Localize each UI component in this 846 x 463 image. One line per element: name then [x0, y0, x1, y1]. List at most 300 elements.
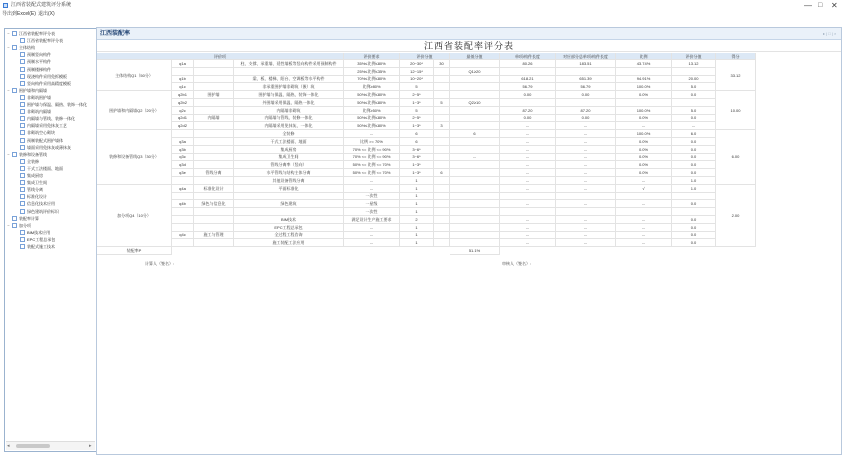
app-title: 江西省装配式建筑评分系统: [11, 2, 72, 8]
table-cell: [616, 208, 672, 216]
tree-toggle-icon[interactable]: −: [7, 222, 10, 228]
close-button[interactable]: ✕: [831, 1, 838, 10]
table-cell: --: [616, 200, 672, 208]
table-cell: 0.0%: [616, 154, 672, 162]
table-cell: 3~6*: [400, 146, 434, 154]
table-cell: 0.00: [556, 115, 616, 123]
table-cell: 1: [400, 200, 434, 208]
app-icon: [3, 3, 8, 8]
tree-checkbox[interactable]: [20, 237, 25, 242]
tree-item[interactable]: [5, 102, 97, 108]
maximize-button[interactable]: □: [818, 2, 823, 9]
tree-checkbox[interactable]: [20, 116, 25, 121]
column-header: 评价分值: [672, 53, 716, 60]
tree-toggle-icon[interactable]: −: [7, 87, 10, 93]
table-cell: [450, 107, 500, 115]
column-header: 单项/构件长度: [500, 53, 556, 60]
table-cell: 1: [400, 239, 434, 247]
group-label: 围护墙和内隔墙Q2（20分）: [97, 91, 172, 130]
table-cell: 6: [400, 130, 434, 138]
table-cell: [450, 138, 500, 146]
tree-toggle-icon[interactable]: −: [7, 45, 10, 51]
column-header: 对应部分总单项/构件长度: [556, 53, 616, 60]
table-cell: 0.0%: [616, 161, 672, 169]
table-cell: 70% <= 比例 <= 90%: [344, 154, 400, 162]
tree-label: 绿色建筑评价标识: [27, 208, 59, 214]
table-cell: 80.26: [500, 60, 556, 68]
table-cell: [194, 224, 234, 232]
tree-item[interactable]: [5, 74, 97, 80]
table-cell: [450, 216, 500, 224]
tree-checkbox[interactable]: [12, 152, 17, 157]
table-cell: 满足设计生产施工要求: [344, 216, 400, 224]
table-cell: [450, 193, 500, 201]
tree-group[interactable]: [5, 152, 97, 158]
table-cell: 干式工法楼面、地面: [234, 138, 344, 146]
table-cell: [450, 200, 500, 208]
tree-group[interactable]: [5, 223, 97, 229]
table-cell: 比例 >= 70%: [344, 138, 400, 146]
tree-item[interactable]: [5, 201, 97, 207]
table-cell: 比例≥80%: [344, 83, 400, 91]
table-cell: 1: [400, 193, 434, 201]
table-cell: [194, 107, 234, 115]
table-cell: [434, 216, 450, 224]
tree-item[interactable]: [5, 138, 97, 144]
table-cell: 围护墙: [194, 91, 234, 99]
table-cell: [450, 185, 500, 193]
table-cell: q1c: [172, 83, 194, 91]
table-cell: 一次性: [344, 193, 400, 201]
menu-bar: [0, 10, 846, 19]
table-cell: 50% <= 比例 <= 70%: [344, 161, 400, 169]
table-cell: 87.20: [556, 107, 616, 115]
tree-checkbox[interactable]: [12, 88, 17, 93]
table-cell: 0.0: [672, 200, 716, 208]
table-cell: [450, 239, 500, 247]
tree-checkbox[interactable]: [12, 223, 17, 228]
table-cell: q2b1: [172, 91, 194, 99]
table-cell: 70%≤比例≤80%: [344, 76, 400, 84]
tree-group[interactable]: [5, 88, 97, 94]
table-cell: 0.0: [672, 224, 716, 232]
table-cell: 0.0%: [616, 91, 672, 99]
tree-label: 信息化技术应用: [27, 201, 55, 207]
table-cell: --: [344, 130, 400, 138]
table-cell: [434, 161, 450, 169]
table-cell: 内隔墙与管线、装修一体化: [234, 115, 344, 123]
tree-checkbox[interactable]: [20, 209, 25, 214]
table-cell: [194, 154, 234, 162]
table-cell: --: [344, 232, 400, 240]
tree-item[interactable]: [5, 166, 97, 172]
table-cell: [450, 83, 500, 91]
table-cell: [434, 177, 450, 185]
table-cell: --: [556, 138, 616, 146]
table-cell: [434, 224, 450, 232]
table-cell: [450, 224, 500, 232]
tree-checkbox[interactable]: [12, 31, 17, 36]
table-cell: --: [500, 200, 556, 208]
table-cell: 50%≤比例≤80%: [344, 122, 400, 130]
table-cell: [672, 68, 716, 76]
table-cell: q3c: [172, 154, 194, 162]
table-cell: q3d: [172, 161, 194, 169]
table-cell: 5: [434, 99, 450, 107]
table-cell: [434, 83, 450, 91]
table-cell: 1~3*: [400, 122, 434, 130]
scroll-thumb[interactable]: [16, 444, 50, 448]
table-cell: [434, 154, 450, 162]
table-cell: 管线分离率（竖向）: [234, 161, 344, 169]
table-cell: 0.00: [556, 91, 616, 99]
tree-checkbox[interactable]: [20, 138, 25, 143]
table-cell: q2d1: [172, 115, 194, 123]
table-cell: 651.39: [556, 76, 616, 84]
minimize-button[interactable]: —: [804, 1, 812, 10]
table-cell: 50% <= 比例 <= 70%: [344, 169, 400, 177]
table-cell: 0.0: [672, 161, 716, 169]
table-cell: 2~5*: [400, 91, 434, 99]
table-cell: [434, 208, 450, 216]
tree-checkbox[interactable]: [20, 74, 25, 79]
tree-checkbox[interactable]: [20, 180, 25, 185]
table-cell: q3e: [172, 169, 194, 177]
table-cell: [556, 208, 616, 216]
tree-item[interactable]: [5, 109, 97, 115]
table-cell: 50%≤比例≤80%: [344, 99, 400, 107]
tree-checkbox[interactable]: [20, 230, 25, 235]
table-cell: 柱、支撑、承重墙、延性墙板等竖向构件采用预制构件: [234, 60, 344, 68]
tree-checkbox[interactable]: [20, 159, 25, 164]
table-cell: q4c: [172, 232, 194, 240]
table-cell: q1a: [172, 60, 194, 68]
table-cell: 1.0: [672, 177, 716, 185]
tree-label: 装修和设备管线: [19, 151, 47, 157]
table-cell: [194, 83, 234, 91]
scroll-left-icon[interactable]: ◂: [7, 443, 10, 449]
tree-item[interactable]: [5, 230, 97, 236]
table-cell: [234, 68, 344, 76]
tree-item[interactable]: [5, 145, 97, 151]
tree-checkbox[interactable]: [12, 45, 17, 50]
table-cell: q4a: [172, 185, 194, 193]
table-cell: 35%≤比例≤80%: [344, 60, 400, 68]
tree-group[interactable]: [5, 31, 97, 37]
tree-checkbox[interactable]: [20, 201, 25, 206]
tree-checkbox[interactable]: [20, 130, 25, 135]
table-cell: 0.0%: [616, 138, 672, 146]
tree-group[interactable]: [5, 45, 97, 51]
table-cell: [172, 68, 194, 76]
table-cell: 标准化设计: [194, 185, 234, 193]
tree-label: 预制水平构件: [27, 59, 51, 65]
table-cell: 管线分离: [194, 169, 234, 177]
table-cell: [556, 99, 616, 107]
table-cell: [434, 138, 450, 146]
column-header: 评价项: [97, 53, 344, 60]
tree-label: 现浇构件采用免拆模板: [27, 73, 67, 79]
table-cell: 70% <= 比例 <= 90%: [344, 146, 400, 154]
table-cell: √: [616, 185, 672, 193]
table-cell: 0.0: [672, 91, 716, 99]
table-cell: 5: [400, 83, 434, 91]
table-cell: --: [344, 239, 400, 247]
table-cell: 绿色建筑: [234, 200, 344, 208]
table-cell: --: [556, 169, 616, 177]
table-cell: 12~15*: [400, 68, 434, 76]
table-cell: [194, 122, 234, 130]
table-cell: --: [556, 216, 616, 224]
table-cell: 3: [434, 122, 450, 130]
table-cell: [450, 76, 500, 84]
menu-export-excel[interactable]: 导出到Excel(E): [2, 11, 36, 17]
table-cell: --: [616, 232, 672, 240]
tree-toggle-icon[interactable]: −: [7, 151, 10, 157]
table-cell: 43.74%: [616, 60, 672, 68]
table-cell: 87.20: [500, 107, 556, 115]
tree-item[interactable]: [5, 187, 97, 193]
table-cell: [616, 68, 672, 76]
table-cell: 2~5*: [400, 115, 434, 123]
table-cell: 绿色与信息化: [194, 200, 234, 208]
tree-item[interactable]: [5, 237, 97, 243]
tree-toggle-icon[interactable]: −: [7, 31, 10, 36]
tree-checkbox[interactable]: [20, 95, 25, 100]
table-cell: [172, 208, 194, 216]
table-cell: 集成厨房: [234, 146, 344, 154]
tree-label: 非砌筑空心砌块: [27, 130, 55, 136]
tree-checkbox[interactable]: [20, 145, 25, 150]
tree-checkbox[interactable]: [20, 52, 25, 57]
table-cell: [450, 115, 500, 123]
table-cell: [172, 193, 194, 201]
table-cell: --: [500, 130, 556, 138]
table-cell: --: [500, 122, 556, 130]
tree-checkbox[interactable]: [20, 123, 25, 128]
table-cell: [194, 177, 234, 185]
table-cell: [172, 216, 194, 224]
table-cell: [500, 68, 556, 76]
table-cell: --: [616, 177, 672, 185]
table-cell: --: [616, 216, 672, 224]
table-cell: 5: [400, 107, 434, 115]
table-cell: 0.0%: [616, 169, 672, 177]
table-cell: [434, 239, 450, 247]
tree-item[interactable]: [5, 180, 97, 186]
tree-checkbox[interactable]: [20, 173, 25, 178]
table-cell: --: [556, 146, 616, 154]
tree-checkbox[interactable]: [20, 81, 25, 86]
tree-item[interactable]: [5, 159, 97, 165]
table-cell: [500, 99, 556, 107]
table-cell: 围护墙与保温、隔热、装饰一体化: [234, 91, 344, 99]
tree-checkbox[interactable]: [20, 67, 25, 72]
tree-checkbox[interactable]: [20, 59, 25, 64]
table-cell: [434, 130, 450, 138]
table-cell: 1: [400, 185, 434, 193]
table-cell: --: [500, 146, 556, 154]
table-cell: 1~3*: [400, 99, 434, 107]
tree-label: 竖向构件采用高精度模板: [27, 80, 71, 86]
table-cell: 一次性: [344, 208, 400, 216]
table-cell: [172, 224, 194, 232]
content-panel: [96, 27, 842, 455]
table-cell: 0.0%: [616, 115, 672, 123]
tree-label: 集成卫生间: [27, 180, 47, 186]
table-cell: 6: [400, 138, 434, 146]
summary-label: 装配率P: [97, 247, 172, 255]
table-cell: [194, 161, 234, 169]
tree-item[interactable]: [5, 209, 97, 215]
table-cell: [194, 130, 234, 138]
tree-item[interactable]: [5, 116, 97, 122]
table-cell: [672, 193, 716, 201]
table-cell: [434, 68, 450, 76]
tree-item[interactable]: [5, 59, 97, 65]
tree-label: 围护墙与保温、隔热、装饰一体化: [27, 102, 87, 107]
table-cell: 施工与管理: [194, 232, 234, 240]
table-cell: --: [556, 185, 616, 193]
table-cell: 13.12: [672, 60, 716, 68]
table-cell: 1: [400, 177, 434, 185]
tree-item[interactable]: [5, 173, 97, 179]
table-cell: 6: [450, 130, 500, 138]
table-cell: [434, 107, 450, 115]
tree-label: 非砌筑围护墙: [27, 94, 51, 100]
table-cell: [556, 193, 616, 201]
group-score: 33.12: [716, 60, 756, 91]
table-cell: 30: [434, 60, 450, 68]
table-cell: 0.0: [672, 239, 716, 247]
table-cell: 2: [400, 216, 434, 224]
table-cell: --: [616, 239, 672, 247]
table-cell: 5.0: [672, 83, 716, 91]
group-score: 2.00: [716, 185, 756, 247]
table-cell: q4b: [172, 200, 194, 208]
tree-label: 装配率计算: [19, 215, 39, 221]
tree-checkbox[interactable]: [12, 216, 17, 221]
table-cell: 100.0%: [616, 130, 672, 138]
table-cell: 0.0: [672, 146, 716, 154]
table-cell: BIM技术: [234, 216, 344, 224]
tree-label: 标准化设计: [27, 194, 47, 200]
table-cell: [616, 99, 672, 107]
table-cell: 0.0: [672, 232, 716, 240]
table-cell: 施工装配工法应用: [234, 239, 344, 247]
table-cell: 比例≥50%: [344, 107, 400, 115]
table-cell: --: [556, 200, 616, 208]
table-cell: --: [344, 224, 400, 232]
table-cell: [194, 146, 234, 154]
table-cell: 50%≤比例≤80%: [344, 91, 400, 99]
table-cell: [434, 76, 450, 84]
tree-label: 预制楼梯构件: [27, 66, 51, 72]
scroll-right-icon[interactable]: ▸: [89, 443, 92, 449]
table-cell: 0.0: [672, 216, 716, 224]
tree-label: 江西省装配率评分表: [27, 38, 63, 44]
table-cell: --: [556, 232, 616, 240]
table-cell: --: [556, 239, 616, 247]
tree-horizontal-scrollbar[interactable]: [6, 441, 95, 450]
table-cell: 10~20*: [400, 76, 434, 84]
tree-checkbox[interactable]: [20, 109, 25, 114]
tree-checkbox[interactable]: [20, 194, 25, 199]
table-cell: [450, 232, 500, 240]
table-cell: [450, 161, 500, 169]
tree-item[interactable]: [5, 194, 97, 200]
table-cell: [434, 200, 450, 208]
table-cell: [450, 208, 500, 216]
table-cell: [194, 193, 234, 201]
tree-label: 预制竖向构件: [27, 52, 51, 58]
table-cell: [172, 239, 194, 247]
tree-label: 预制装配式围护墙体: [27, 137, 63, 143]
menu-exit[interactable]: 退出(X): [38, 11, 55, 17]
table-cell: --: [556, 224, 616, 232]
tree-checkbox[interactable]: [20, 102, 25, 107]
tree-group[interactable]: [5, 216, 97, 222]
table-cell: 0.0%: [616, 146, 672, 154]
tree-checkbox[interactable]: [20, 244, 25, 249]
tree-checkbox[interactable]: [20, 38, 25, 43]
table-cell: 94.91%: [616, 76, 672, 84]
table-cell: --: [616, 224, 672, 232]
tree-checkbox[interactable]: [20, 187, 25, 192]
table-cell: [500, 208, 556, 216]
table-cell: --: [500, 138, 556, 146]
table-cell: --: [500, 224, 556, 232]
tree-item[interactable]: [5, 38, 97, 44]
table-cell: --: [344, 177, 400, 185]
table-cell: [194, 68, 234, 76]
table-cell: [194, 60, 234, 68]
column-header: 评价分值: [400, 53, 450, 60]
table-cell: 全装修: [234, 130, 344, 138]
tree-item[interactable]: [5, 95, 97, 101]
table-cell: 0.0: [672, 115, 716, 123]
table-cell: 水平管线与结构主体分离: [234, 169, 344, 177]
tree-item[interactable]: [5, 81, 97, 87]
table-cell: [434, 115, 450, 123]
tree-label: 全装修: [27, 158, 39, 164]
tree-checkbox[interactable]: [20, 166, 25, 171]
tree-item[interactable]: [5, 130, 97, 136]
column-header: 评价要求: [344, 53, 400, 60]
table-cell: [450, 91, 500, 99]
table-cell: 1~3*: [400, 161, 434, 169]
tree-item[interactable]: [5, 52, 97, 58]
calc-signature-label: 计算人（签名）:: [145, 261, 175, 266]
column-header: 比例: [616, 53, 672, 60]
table-cell: [450, 122, 500, 130]
tree-item[interactable]: [5, 123, 97, 129]
table-cell: 一星级: [344, 200, 400, 208]
table-cell: 20~30*: [400, 60, 434, 68]
table-cell: 5.0: [672, 107, 716, 115]
table-cell: [194, 216, 234, 224]
tree-item[interactable]: [5, 67, 97, 73]
table-cell: 梁、板、楼梯、阳台、空调板等水平构件: [234, 76, 344, 84]
tree-label: 非砌筑内隔墙: [27, 109, 51, 115]
table-cell: --: [500, 177, 556, 185]
table-cell: 全过程工程咨询: [234, 232, 344, 240]
table-cell: [234, 208, 344, 216]
tree-item[interactable]: [5, 244, 97, 250]
table-cell: 其他设备管线分离: [234, 177, 344, 185]
table-cell: [450, 60, 500, 68]
panel-tools[interactable]: ▸ | □ | ×: [823, 31, 837, 36]
